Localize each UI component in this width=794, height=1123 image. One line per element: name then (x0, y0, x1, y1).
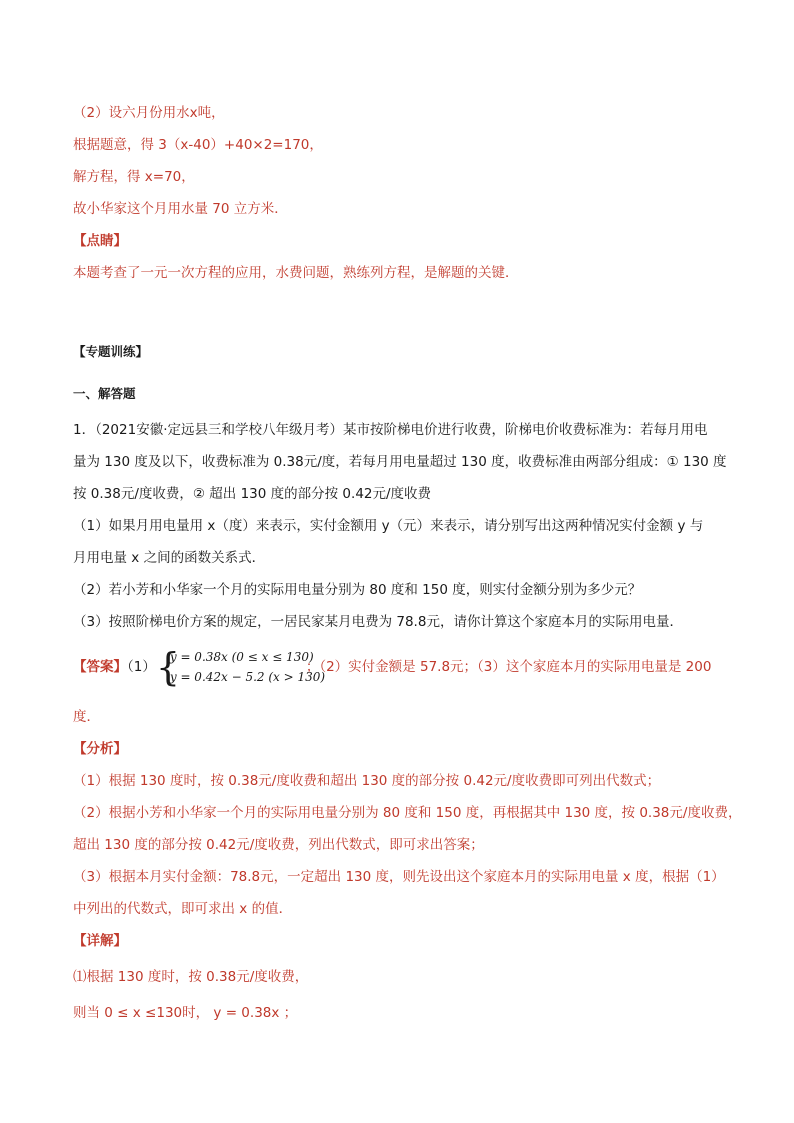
answer-tag: 【答案】 (73, 659, 127, 675)
question-sub2: （2）若小芳和小华家一个月的实际用电量分别为 80 度和 150 度，则实付金额分别为多少元？ (73, 582, 642, 598)
question-sub1-line-1: （1）如果月用电量用 x（度）来表示，实付金额用 y（元）来表示，请分别写出这两种情况实付金额 y 与 (73, 518, 704, 534)
answer-line (73, 645, 734, 689)
detail-line-1: ⑴根据 130 度时，按 0.38元/度收费， (73, 969, 309, 985)
question-line-3: 按 0.38元/度收费，② 超出 130 度的部分按 0.42元/度收费 (73, 486, 432, 502)
analysis-line-2: （2）根据小芳和小华家一个月的实际用电量分别为 80 度和 150 度，再根据其中 130 度，按 0.38元/度收费， (73, 805, 742, 821)
left-brace: { (155, 645, 181, 689)
solution-line-3: 解方程，得 x=70， (73, 169, 195, 185)
analysis-line-3: 超出 130 度的部分按 0.42元/度收费，列出代数式，即可求出答案； (73, 837, 484, 853)
training-header: 【专题训练】 (73, 344, 149, 359)
solution-line-4: 故小华家这个月用水量 70 立方米． (73, 201, 288, 217)
question-line-2: 量为 130 度及以下，收费标准为 0.38元/度，若每月用电量超过 130 度，收费标准由两部分组成：① 130 度 (73, 454, 727, 470)
question-line-1: 1．（2021安徽·定远县三和学校八年级月考）某市按阶梯电价进行收费，阶梯电价收费标准为：若每月用电 (73, 422, 708, 438)
solution-line-2: 根据题意，得 3（x-40）+40×2=170， (73, 137, 323, 153)
piecewise-function (155, 645, 326, 689)
piecewise-case-1: y = 0.38x (0 ≤ x ≤ 130) (169, 650, 314, 664)
analysis-line-5: 中列出的代数式，即可求出 x 的值． (73, 901, 293, 917)
question-sub1-line-2: 月用电量 x 之间的函数关系式． (73, 550, 266, 566)
comment-text: 本题考查了一元一次方程的应用，水费问题，熟练列方程，是解题的关键． (73, 265, 519, 281)
answer-rest: ；（2）实付金额是 57.8元；（3）这个家庭本月的实际用电量是 200 (305, 659, 712, 675)
analysis-line-4: （3）根据本月实付金额：78.8元，一定超出 130 度，则先设出这个家庭本月的实际用电量 x 度，根据（1） (73, 869, 725, 885)
question-sub3: （3）按照阶梯电价方案的规定，一居民家某月电费为 78.8元，请你计算这个家庭本月的实际用电量． (73, 614, 683, 630)
comment-tag: 【点睛】 (73, 233, 127, 249)
piecewise-case-2: y = 0.42x − 5.2 (x > 130) (169, 670, 326, 684)
detail-tag: 【详解】 (73, 933, 127, 949)
analysis-tag: 【分析】 (73, 741, 127, 757)
answer-part1-prefix: （1） (127, 659, 156, 675)
section-title: 一、解答题 (73, 386, 136, 401)
analysis-line-1: （1）根据 130 度时，按 0.38元/度收费和超出 130 度的部分按 0.42元/度收费即可列出代数式； (73, 773, 661, 789)
answer-tail: 度． (73, 709, 100, 725)
solution-line-1: （2）设六月份用水x吨， (73, 105, 225, 121)
detail-line-2: 则当 0 ≤ x ≤130时， y = 0.38x ； (73, 1005, 298, 1021)
